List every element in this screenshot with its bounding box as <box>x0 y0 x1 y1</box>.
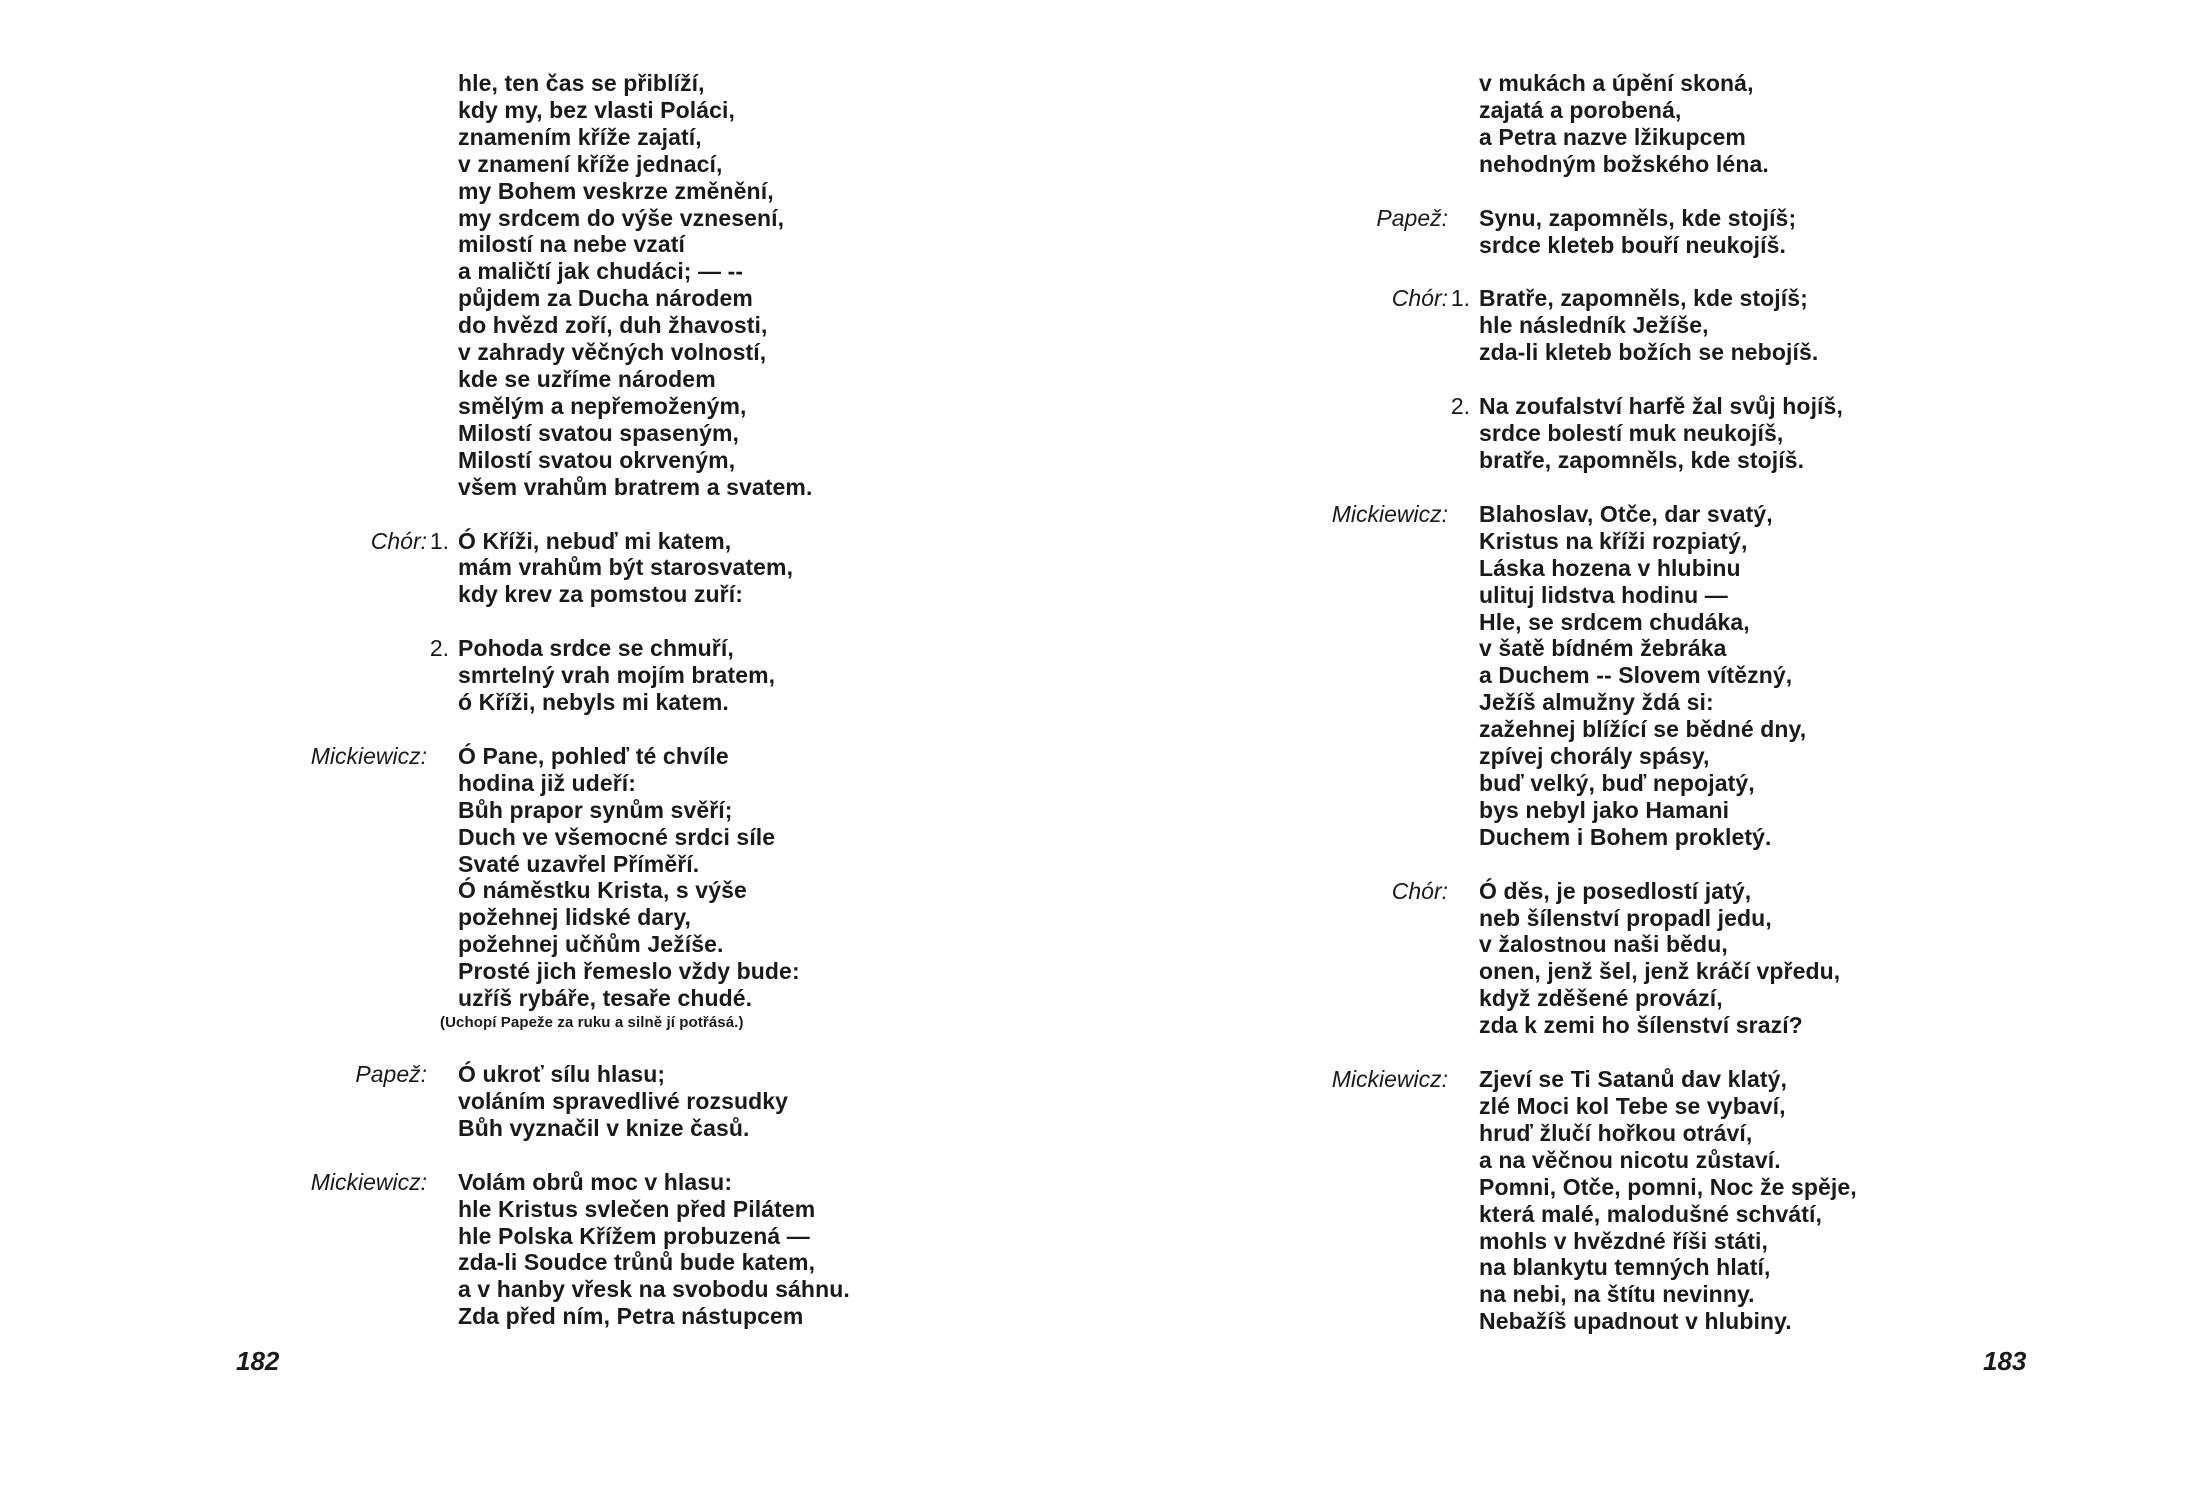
verse-line: zda-li kleteb božích se nebojíš. <box>1479 339 1819 366</box>
left-text-column <box>280 70 850 1330</box>
verse-lines <box>1470 70 1769 178</box>
verse-line: buď velký, buď nepojatý, <box>1479 769 1755 796</box>
verse-line: v šatě bídném žebráka <box>1479 635 1727 662</box>
verse-lines <box>449 1061 788 1142</box>
verse-lines <box>1470 1066 1857 1335</box>
verse-line: Milostí svatou spaseným, <box>458 419 740 446</box>
stanza <box>1301 285 1857 366</box>
verse-line: Ó děs, je posedlostí jatý, <box>1479 877 1752 904</box>
verse-lines <box>449 635 775 716</box>
verse-line: všem vrahům bratrem a svatem. <box>458 473 813 500</box>
verse-line: znamením kříže zajatí, <box>458 123 702 150</box>
verse-line: a Petra nazve lžikupcem <box>1479 123 1746 150</box>
verse-line: smrtelný vrah mojím bratem, <box>458 662 776 689</box>
verse-line: my srdcem do výše vznesení, <box>458 204 785 231</box>
stanza <box>1301 501 1857 851</box>
stanza <box>280 528 850 609</box>
verse-line: hle, ten čas se přiblíží, <box>458 70 705 96</box>
stanza <box>1301 1066 1857 1335</box>
verse-line: Volám obrů moc v hlasu: <box>458 1168 733 1195</box>
verse-line: půjdem za Ducha národem <box>458 285 753 312</box>
verse-lines <box>449 70 812 501</box>
verse-line: bys nebyl jako Hamani <box>1479 796 1730 823</box>
stanza <box>280 635 850 716</box>
verse-line: hle následník Ježíše, <box>1479 312 1709 339</box>
verse-line: na nebi, na štítu nevinny. <box>1479 1281 1755 1308</box>
verse-lines <box>1470 285 1818 366</box>
verse-line: Synu, zapomněls, kde stojíš; <box>1479 204 1797 231</box>
verse-line: v zahrady věčných volností, <box>458 339 767 366</box>
verse-line: Hle, se srdcem chudáka, <box>1479 608 1750 635</box>
verse-line: zajatá a porobená, <box>1479 96 1682 123</box>
verse-line: nehodným božského léna. <box>1479 150 1769 177</box>
verse-lines <box>449 1169 850 1330</box>
verse-line: v žalostnou naši bědu, <box>1479 931 1728 958</box>
verse-line: zažehnej blížící se bědné dny, <box>1479 716 1807 743</box>
verse-line: my Bohem veskrze změnění, <box>458 177 774 204</box>
verse-line: Prosté jich řemeslo vždy bude: <box>458 958 800 985</box>
verse-line: zda-li Soudce trůnů bude katem, <box>458 1249 816 1276</box>
verse-line: v znamení kříže jednací, <box>458 150 723 177</box>
verse-line: Svaté uzavřel Příměří. <box>458 850 700 877</box>
verse-line: když zděšené provází, <box>1479 985 1723 1012</box>
verse-line: požehnej lidské dary, <box>458 904 692 931</box>
stanza <box>280 70 850 501</box>
verse-lines <box>1470 878 1840 1039</box>
verse-line: Ó náměstku Krista, s výše <box>458 877 747 904</box>
stanza-gap <box>1301 474 1857 501</box>
verse-line: Bratře, zapomněls, kde stojíš; <box>1479 285 1808 312</box>
verse-line: Zjeví se Ti Satanů dav klatý, <box>1479 1066 1787 1093</box>
verse-line: ulituj lidstva hodinu — <box>1479 581 1728 608</box>
speaker-label: Chór: <box>1391 877 1448 904</box>
verse-line: Duchem i Bohem prokletý. <box>1479 823 1772 850</box>
verse-line: Na zoufalství harfě žal svůj hojíš, <box>1479 393 1843 420</box>
verse-line: Pohoda srdce se chmuří, <box>458 635 734 662</box>
verse-line: Bůh vyznačil v knize časů. <box>458 1114 750 1141</box>
verse-line: která malé, malodušné schvátí, <box>1479 1200 1823 1227</box>
verse-lines <box>1470 393 1843 474</box>
verse-line: Ó ukroť sílu hlasu; <box>458 1061 666 1087</box>
page-number-right: 183 <box>1983 1346 2027 1376</box>
right-text-column <box>1301 70 1857 1335</box>
verse-line: na blankytu temných hlatí, <box>1479 1254 1771 1281</box>
stanza-number: 2. <box>429 635 449 662</box>
verse-line: a v hanby vřesk na svobodu sáhnu. <box>458 1276 850 1303</box>
verse-line: Bůh prapor synům svěří; <box>458 796 733 823</box>
stage-direction: (Uchopí Papeže za ruku a silně jí potřásá.) <box>440 1014 744 1031</box>
verse-line: srdce bolestí muk neukojíš, <box>1479 420 1784 447</box>
speaker-label: Papež: <box>1376 204 1448 231</box>
right-page <box>1101 0 2202 1500</box>
stanza <box>1301 878 1857 1039</box>
verse-line: onen, jenž šel, jenž kráčí vpředu, <box>1479 958 1841 985</box>
verse-line: hodina již udeří: <box>458 769 637 796</box>
verse-line: srdce kleteb bouří neukojíš. <box>1479 231 1786 258</box>
verse-line: neb šílenství propadl jedu, <box>1479 904 1772 931</box>
stanza-gap <box>1301 178 1857 205</box>
verse-line: do hvězd zoří, duh žhavosti, <box>458 312 768 339</box>
stanza <box>1301 393 1857 474</box>
stanza-gap <box>280 501 850 528</box>
stanza-gap <box>1301 258 1857 285</box>
speaker-label: Chór: <box>370 527 427 554</box>
speaker-label: Mickiewicz: <box>1331 1066 1448 1093</box>
stanza-gap <box>280 608 850 635</box>
verse-line: ó Kříži, nebyls mi katem. <box>458 689 729 716</box>
verse-lines <box>440 742 800 1034</box>
speaker-label: Papež: <box>355 1061 427 1087</box>
verse-line: kdy krev za pomstou zuří: <box>458 581 743 608</box>
verse-line: Milostí svatou okrveným, <box>458 446 736 473</box>
verse-line: bratře, zapomněls, kde stojíš. <box>1479 446 1805 473</box>
stanza-gap <box>1301 366 1857 393</box>
verse-line: Ó Kříži, nebuď mi katem, <box>458 527 732 554</box>
verse-lines <box>1470 205 1796 259</box>
verse-line: Duch ve všemocné srdci síle <box>458 823 776 850</box>
verse-line: Nebažíš upadnout v hlubiny. <box>1479 1308 1792 1335</box>
stanza-gap <box>1301 851 1857 878</box>
verse-line: Ó Pane, pohleď té chvíle <box>458 742 729 769</box>
verse-line: zda k zemi ho šílenství srazí? <box>1479 1012 1803 1039</box>
speaker-label: Mickiewicz: <box>310 1168 427 1195</box>
verse-line: zpívej chorály spásy, <box>1479 743 1710 770</box>
stanza <box>1301 70 1857 178</box>
stanza-gap <box>280 716 850 743</box>
verse-line: a na věčnou nicotu zůstaví. <box>1479 1146 1781 1173</box>
stanza <box>280 743 850 1034</box>
speaker-label: Chór: <box>1391 285 1448 312</box>
verse-line: hruď žlučí hořkou otráví, <box>1479 1119 1753 1146</box>
verse-line: mám vrahům být starosvatem, <box>458 554 794 581</box>
verse-line: požehnej učňům Ježíše. <box>458 931 724 958</box>
speaker-label: Mickiewicz: <box>1331 500 1448 527</box>
verse-line: a maličtí jak chudáci; — -- <box>458 258 744 285</box>
stanza-number: 1. <box>1450 285 1470 312</box>
verse-line: Blahoslav, Otče, dar svatý, <box>1479 500 1773 527</box>
verse-line: hle Polska Křížem probuzená — <box>458 1222 810 1249</box>
verse-lines <box>449 528 793 609</box>
stanza-number: 2. <box>1450 393 1470 420</box>
verse-line: milostí na nebe vzatí <box>458 231 686 258</box>
verse-line: a Duchem -- Slovem vítězný, <box>1479 662 1793 689</box>
verse-line: Ježíš almužny ždá si: <box>1479 689 1714 716</box>
speaker-label: Mickiewicz: <box>310 742 427 769</box>
verse-line: Kristus na kříži rozpiatý, <box>1479 527 1748 554</box>
verse-line: kdy my, bez vlasti Poláci, <box>458 96 736 123</box>
verse-line: voláním spravedlivé rozsudky <box>458 1087 789 1114</box>
stanza-number: 1. <box>429 527 449 554</box>
verse-lines <box>1470 501 1806 851</box>
page-number-left: 182 <box>236 1346 280 1376</box>
stanza <box>280 1061 850 1142</box>
verse-line: mohls v hvězdné říši státi, <box>1479 1227 1769 1254</box>
verse-line: hle Kristus svlečen před Pilátem <box>458 1195 816 1222</box>
stanza <box>1301 205 1857 259</box>
stanza-gap <box>1301 1039 1857 1066</box>
stanza-gap <box>280 1142 850 1169</box>
verse-line: zlé Moci kol Tebe se vybaví, <box>1479 1093 1786 1119</box>
verse-line: kde se uzříme národem <box>458 365 716 392</box>
stanza <box>280 1169 850 1330</box>
verse-line: Pomni, Otče, pomni, Noc že spěje, <box>1479 1173 1857 1200</box>
verse-line: smělým a nepřemoženým, <box>458 392 747 419</box>
verse-line: v mukách a úpění skoná, <box>1479 70 1754 96</box>
verse-line: uzříš rybáře, tesaře chudé. <box>458 985 753 1012</box>
verse-line: Láska hozena v hlubinu <box>1479 554 1741 581</box>
verse-line: Zda před ním, Petra nástupcem <box>458 1303 804 1330</box>
stanza-gap <box>280 1034 850 1061</box>
